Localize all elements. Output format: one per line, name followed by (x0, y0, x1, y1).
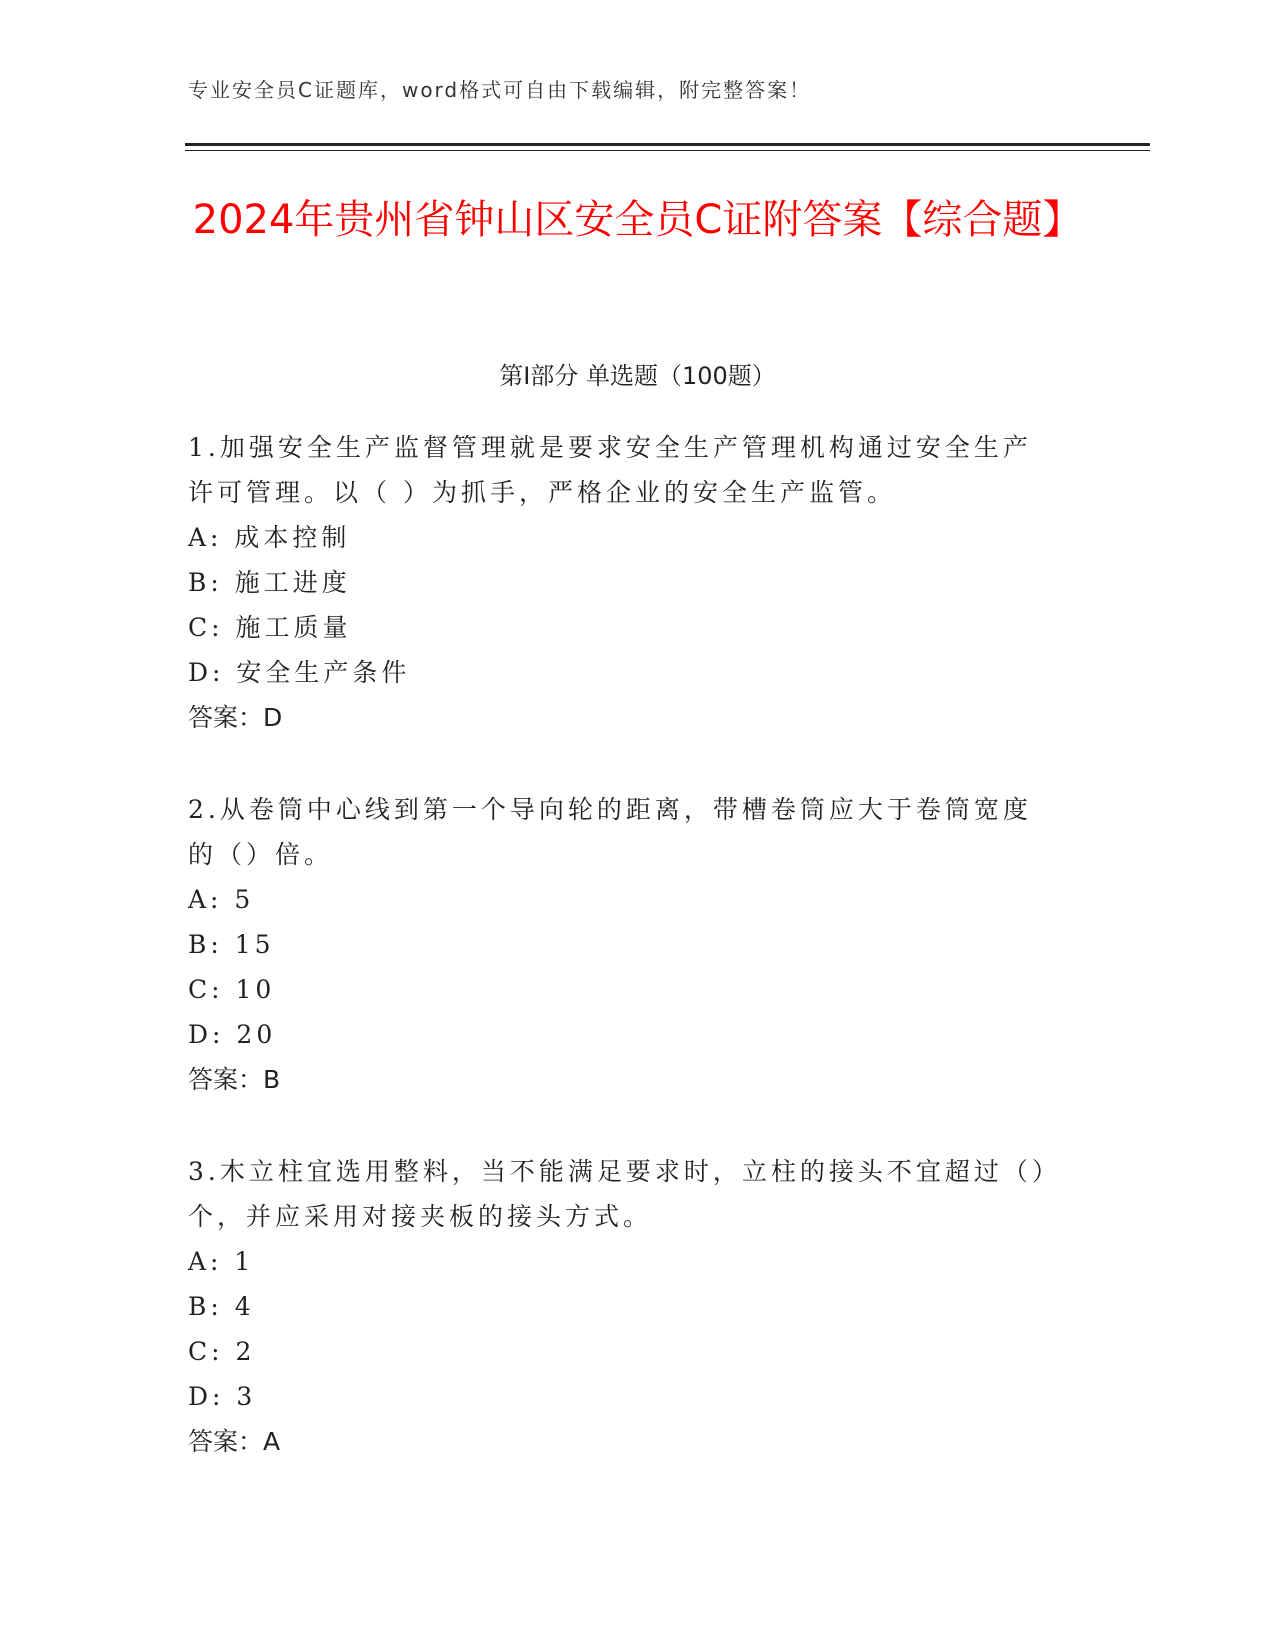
option-a: A: 5 (188, 885, 255, 914)
option-d: D: 20 (188, 1020, 277, 1049)
question-3 (188, 1149, 1058, 1464)
option-c: C: 施工质量 (188, 613, 352, 642)
option-c: C: 2 (188, 1337, 256, 1366)
answer: 答案：A (188, 1427, 281, 1456)
header-rule-thin (185, 150, 1150, 151)
answer: 答案：B (188, 1065, 281, 1094)
option-a: A: 1 (188, 1247, 255, 1276)
question-stem: 3.木立柱宜选用整料，当不能满足要求时，立柱的接头不宜超过（）个，并应采用对接夹板的接头方式。 (188, 1157, 1049, 1231)
option-a: A: 成本控制 (188, 523, 351, 552)
option-b: B: 4 (188, 1292, 255, 1321)
page-header: 专业安全员C证题库，word格式可自由下载编辑，附完整答案！ (188, 78, 812, 102)
question-1 (188, 425, 1058, 740)
document-title: 2024年贵州省钟山区安全员C证附答案【综合题】 (192, 197, 1083, 243)
option-d: D: 3 (188, 1382, 257, 1411)
option-b: B: 15 (188, 930, 275, 959)
section-heading: 第Ⅰ部分 单选题（100题） (499, 362, 776, 390)
question-stem: 1.加强安全生产监督管理就是要求安全生产管理机构通过安全生产许可管理。以（ ）为抓手，严格企业的安全生产监管。 (188, 433, 1032, 507)
question-2 (188, 787, 1058, 1102)
header-rule-thick (185, 143, 1150, 146)
option-c: C: 10 (188, 975, 276, 1004)
option-b: B: 施工进度 (188, 568, 351, 597)
question-stem: 2.从卷筒中心线到第一个导向轮的距离，带槽卷筒应大于卷筒宽度的（）倍。 (188, 795, 1032, 869)
option-d: D: 安全生产条件 (188, 658, 411, 687)
answer: 答案：D (188, 703, 283, 732)
